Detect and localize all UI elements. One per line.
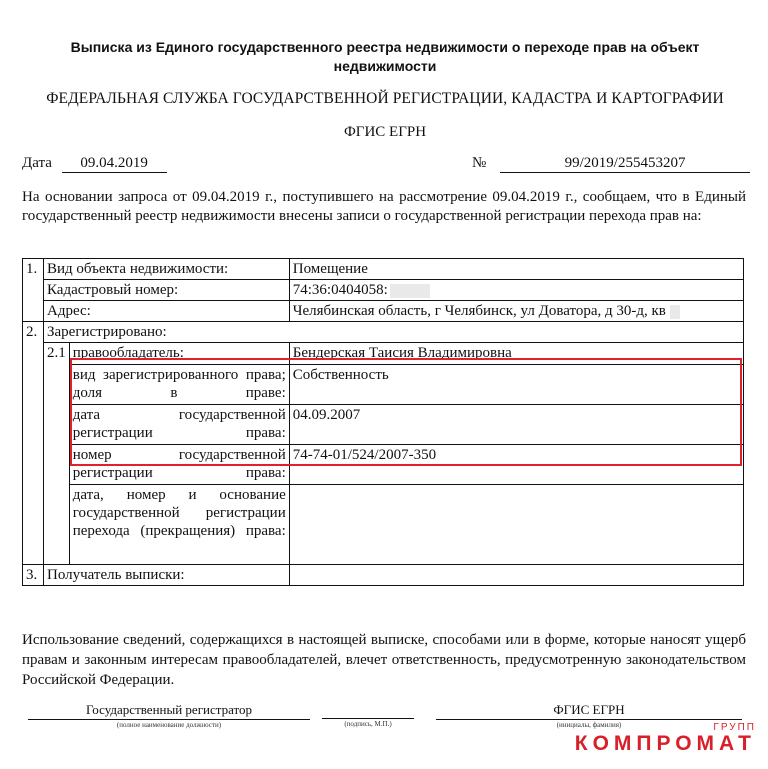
number-label: № [472, 155, 487, 171]
table-row [23, 259, 744, 280]
table-row [23, 301, 744, 322]
redaction-mark [390, 284, 430, 298]
table-row [23, 280, 744, 301]
object-type-label: Вид объекта недвижимости: [44, 259, 290, 280]
signature-block [322, 702, 414, 729]
watermark-small: ГРУПП [713, 722, 756, 733]
row-number: 3. [23, 565, 44, 586]
recipient-label: Получатель выписки: [44, 565, 290, 586]
table-row [23, 565, 744, 586]
position-block [28, 702, 310, 730]
object-type-value: Помещение [289, 259, 743, 280]
transfer-label: дата, номер и основание государственной регистрации перехода (прекращения) права: [69, 485, 289, 565]
holder-value: Бендерская Таисия Владимировна [289, 343, 743, 365]
cadastral-value: 74:36:0404058: [292, 282, 388, 298]
recipient-value [289, 565, 743, 586]
highlight-box [70, 358, 742, 466]
initials-value: ФГИС ЕГРН [553, 702, 625, 717]
date-label: Дата [22, 155, 52, 171]
signature-caption: (подпись, М.П.) [322, 718, 414, 729]
system-name: ФГИС ЕГРН [343, 124, 427, 140]
reg-number-value: 74-74-01/524/2007-350 [289, 445, 743, 485]
number-row [472, 155, 750, 173]
cadastral-cell [289, 280, 743, 301]
transfer-value [289, 485, 743, 565]
right-type-label: вид зарегистрированного права; доля в праве: [69, 365, 289, 405]
initials-block [436, 702, 742, 730]
address-value: Челябинская область, г Челябинск, ул Доватора, д 30-д, кв [292, 303, 666, 319]
right-type-value: Собственность [289, 365, 743, 405]
usage-warning: Использование сведений, содержащихся в настоящей выписке, способами или в форме, которые наносят ущерб правам и законным интересам правообладателей, влечет ответственность, предусмотренную законодательством Российской Федерации. [22, 632, 746, 688]
initials-caption: (инициалы, фамилия) [436, 719, 742, 730]
document-title: Выписка из Единого государственного реестра недвижимости о переходе прав на объект недвижимости [70, 39, 700, 74]
row-number: 2. [23, 322, 44, 565]
registered-label: Зарегистрировано: [44, 322, 744, 343]
row-number: 1. [23, 259, 44, 322]
position-value: Государственный регистратор [85, 702, 253, 717]
table-row [23, 322, 744, 343]
reg-number-label: номер государственной регистрации права: [69, 445, 289, 485]
reg-date-label: дата государственной регистрации права: [69, 405, 289, 445]
date-row [22, 155, 167, 173]
number-value: 99/2019/255453207 [500, 155, 750, 173]
reg-date-value: 04.09.2007 [289, 405, 743, 445]
address-label: Адрес: [44, 301, 290, 322]
cadastral-label: Кадастровый номер: [44, 280, 290, 301]
agency-name: ФЕДЕРАЛЬНАЯ СЛУЖБА ГОСУДАРСТВЕННОЙ РЕГИСТРАЦИИ, КАДАСТРА И КАРТОГРАФИИ [46, 90, 724, 107]
watermark-logo: КОМПРОМАТ [574, 732, 756, 755]
date-value: 09.04.2019 [62, 155, 167, 173]
sub-number: 2.1 [44, 343, 70, 565]
address-cell [289, 301, 743, 322]
holder-label: правообладатель: [69, 343, 289, 365]
redaction-mark [670, 305, 680, 319]
position-caption: (полное наименование должности) [28, 719, 310, 730]
table-row [23, 485, 744, 565]
intro-paragraph: На основании запроса от 09.04.2019 г., поступившего на рассмотрение 09.04.2019 г., сообщаем, что в Единый государственный реестр недвижимости внесены записи о государственной регистрации перехода прав на: [22, 189, 746, 224]
